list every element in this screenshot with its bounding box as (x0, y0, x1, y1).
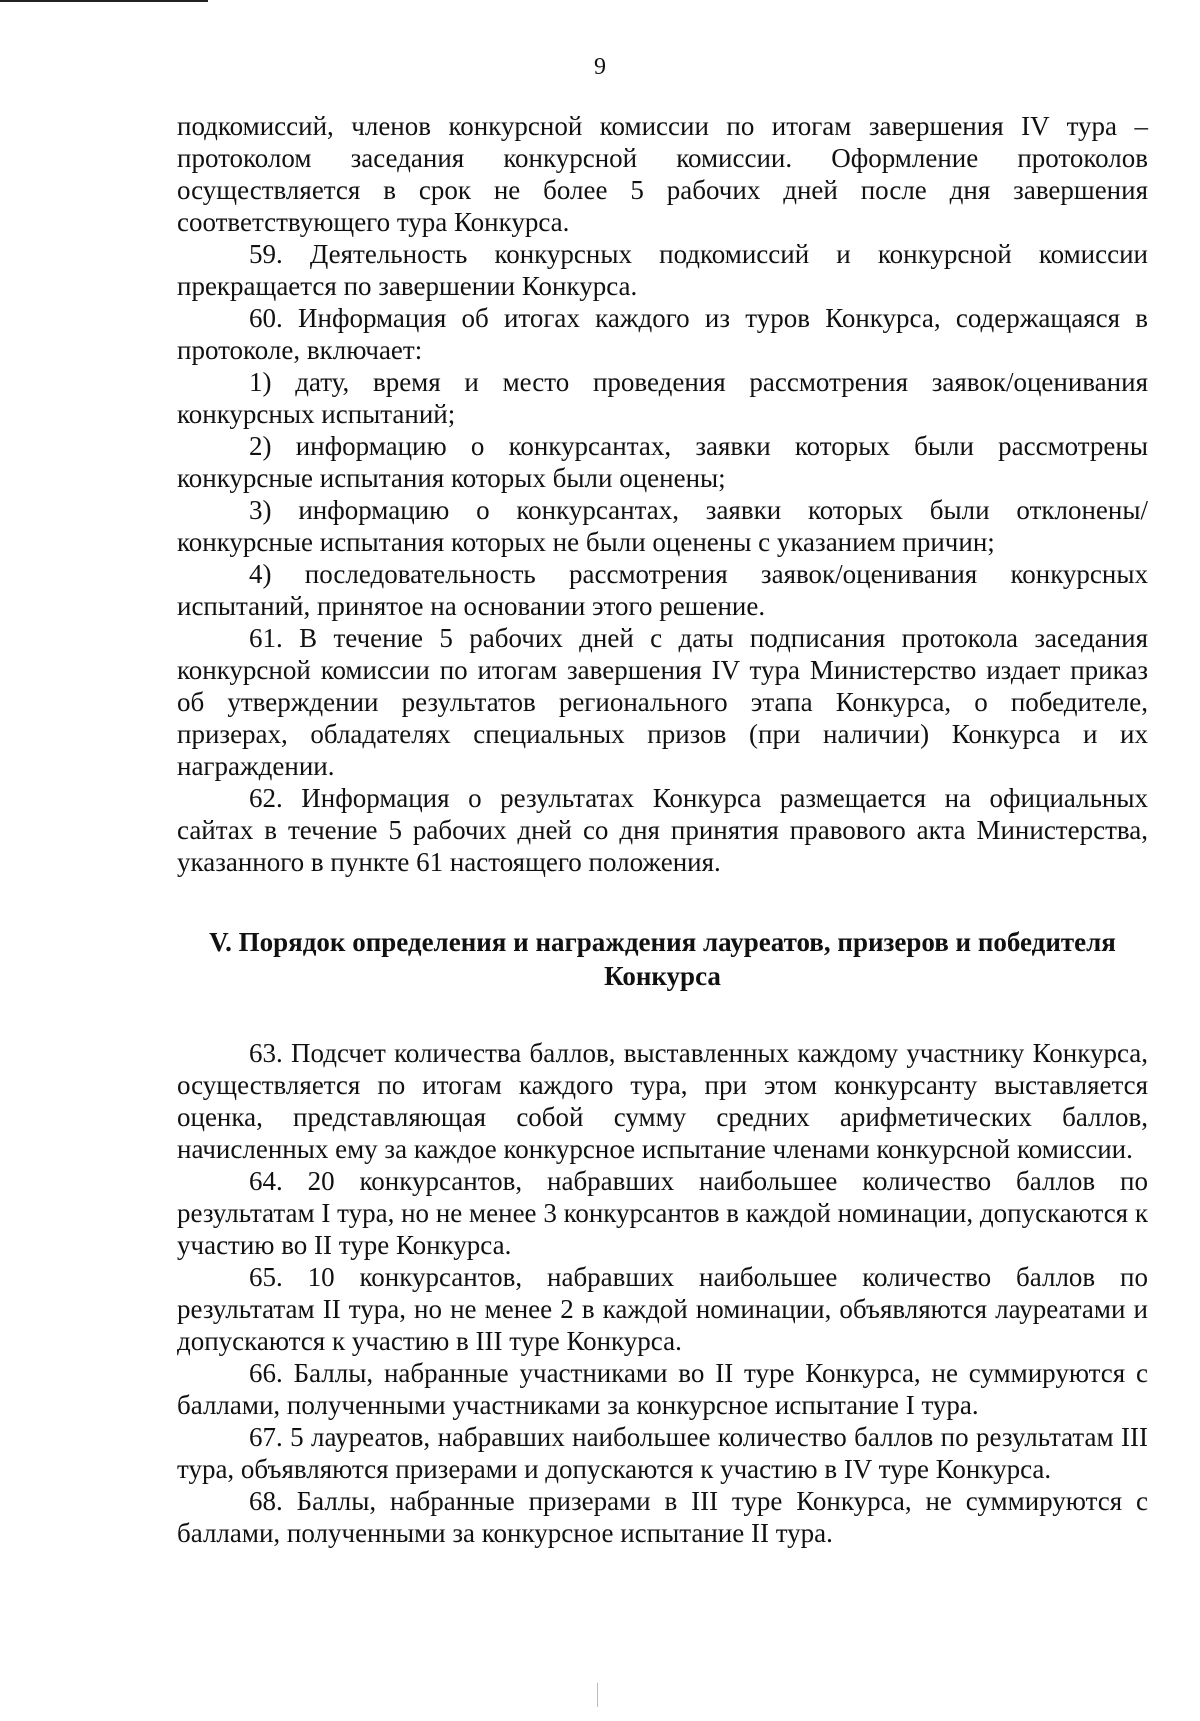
paragraph-60-item-1: 1) дату, время и место проведения рассмотрения заявок/оценивания конкурсных испытаний; (177, 367, 1148, 429)
paragraph-66: 66. Баллы, набранные участниками во II туре Конкурса, не суммируются с баллами, полученными участниками за конкурсное испытание I тура. (177, 1358, 1148, 1420)
paragraph-60: 60. Информация об итогах каждого из туров Конкурса, содержащаяся в протоколе, включает: (177, 303, 1148, 365)
paragraph-60-item-3: 3) информацию о конкурсантах, заявки которых были отклонены/ конкурсные испытания которых не были оценены с указанием причин; (177, 495, 1148, 557)
paragraph-64: 64. 20 конкурсантов, набравших наибольшее количество баллов по результатам I тура, но не менее 3 конкурсантов в каждой номинации, допускаются к участию во II туре Конкурса. (177, 1166, 1148, 1260)
page-number: 9 (594, 54, 606, 80)
section-heading (177, 925, 1148, 993)
paragraph-61: 61. В течение 5 рабочих дней с даты подписания протокола заседания конкурсной комиссии по итогам завершения IV тура Министерство издает приказ об утверждении результатов регионального этапа Конкурса, о победителе, призерах, обладателях специальных призов (при наличии) Конкурса и их награждении. (177, 623, 1148, 781)
paragraph-60-item-2: 2) информацию о конкурсантах, заявки которых были рассмотрены конкурсные испытания которых были оценены; (177, 431, 1148, 493)
paragraph-68: 68. Баллы, набранные призерами в III туре Конкурса, не суммируются с баллами, полученными за конкурсное испытание II тура. (177, 1486, 1148, 1548)
scan-edge-rule (0, 0, 208, 2)
paragraph-67: 67. 5 лауреатов, набравших наибольшее количество баллов по результатам III тура, объявляются призерами и допускаются к участию в IV туре Конкурса. (177, 1422, 1148, 1484)
paragraph-63: 63. Подсчет количества баллов, выставленных каждому участнику Конкурса, осуществляется по итогам каждого тура, при этом конкурсанту выставляется оценка, представляющая собой сумму средних арифметических баллов, начисленных ему за каждое конкурсное испытание членами конкурсной комиссии. (177, 1038, 1148, 1164)
document-body (177, 110, 1148, 1549)
section-heading-line-2: Конкурса (604, 961, 721, 991)
section-heading-line-1: V. Порядок определения и награждения лауреатов, призеров и победителя (209, 927, 1116, 957)
paragraph-58-continuation: подкомиссий, членов конкурсной комиссии по итогам завершения IV тура – протоколом заседания конкурсной комиссии. Оформление протоколов осуществляется в срок не более 5 рабочих дней после дня завершения соответствующего тура Конкурса. (177, 111, 1148, 237)
paragraph-59: 59. Деятельность конкурсных подкомиссий и конкурсной комиссии прекращается по завершении Конкурса. (177, 239, 1148, 301)
paragraph-65: 65. 10 конкурсантов, набравших наибольшее количество баллов по результатам II тура, но не менее 2 в каждой номинации, объявляются лауреатами и допускаются к участию в III туре Конкурса. (177, 1262, 1148, 1356)
scan-artifact-mark (597, 1683, 598, 1707)
paragraph-60-item-4: 4) последовательность рассмотрения заявок/оценивания конкурсных испытаний, принятое на основании этого решение. (177, 559, 1148, 621)
paragraph-62: 62. Информация о результатах Конкурса размещается на официальных сайтах в течение 5 рабочих дней со дня принятия правового акта Министерства, указанного в пункте 61 настоящего положения. (177, 783, 1148, 877)
